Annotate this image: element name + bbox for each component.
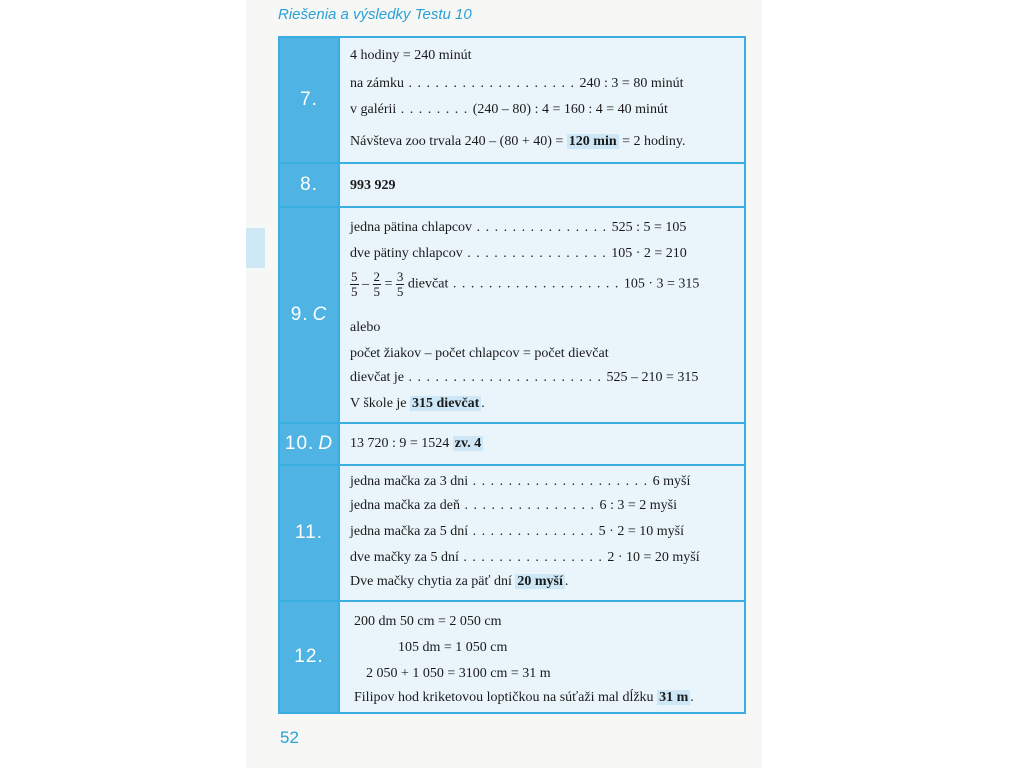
row-8 [280, 162, 744, 206]
text-line: v galérii . . . . . . . . (240 – 80) : 4 = 160 : 4 = 40 minút [350, 102, 668, 117]
side-tab-marker [246, 228, 265, 268]
text-line: jedna pätina chlapcov . . . . . . . . . . . . . . . 525 : 5 = 105 [350, 220, 687, 235]
text-line: jedna mačka za 5 dní . . . . . . . . . . . . . . 5 · 2 = 10 myší [350, 524, 684, 539]
row-content [338, 466, 744, 600]
fraction: $\frac{5}{5}$ [351, 269, 358, 299]
row-content [338, 164, 744, 206]
text-line: Filipov hod kriketovou loptičkou na súťaži mal dĺžku 31 m . [354, 690, 694, 705]
text-line: 2 050 + 1 050 = 3100 cm = 31 m [366, 666, 551, 681]
row-number: 12. [280, 602, 338, 712]
text-line: 105 dm = 1 050 cm [398, 640, 508, 655]
row-11 [280, 464, 744, 600]
row-12 [280, 600, 744, 712]
text-line: dve mačky za 5 dní . . . . . . . . . . . . . . . . 2 · 10 = 20 myší [350, 550, 700, 565]
row-content [338, 38, 744, 162]
text-line: Návšteva zoo trvala 240 – (80 + 40) = 120 min = 2 hodiny. [350, 134, 686, 149]
row-number: 9. C [280, 208, 338, 422]
text-line: 13 720 : 9 = 1524 zv. 4 [350, 436, 482, 451]
row-7 [280, 38, 744, 162]
result-highlight: zv. 4 [454, 436, 482, 451]
text-line: 4 hodiny = 240 minút [350, 48, 472, 63]
text-line: jedna mačka za deň . . . . . . . . . . . . . . . 6 : 3 = 2 myši [350, 498, 678, 513]
fraction: $\frac{2}{5}$ [373, 269, 380, 299]
text-line: 200 dm 50 cm = 2 050 cm [354, 614, 502, 629]
row-content [338, 602, 744, 712]
row-9 [280, 206, 744, 422]
page-header: Riešenia a výsledky Testu 10 [278, 6, 472, 23]
solutions-table [278, 36, 746, 714]
row-10 [280, 422, 744, 464]
row-number: 8. [280, 164, 338, 206]
text-line: počet žiakov – počet chlapcov = počet dievčat [350, 346, 609, 361]
text-line: dievčat je . . . . . . . . . . . . . . . . . . . . . . 525 – 210 = 315 [350, 370, 699, 385]
page-number: 52 [280, 728, 299, 747]
text-line: Dve mačky chytia za päť dní 20 myší . [350, 574, 569, 589]
text-line: jedna mačka za 3 dni . . . . . . . . . . . . . . . . . . . . 6 myší [350, 474, 691, 489]
result-highlight: 31 m [659, 690, 689, 705]
text-line: alebo [350, 320, 381, 335]
fraction: $\frac{3}{5}$ [396, 269, 404, 299]
result-highlight: 315 dievčat [412, 396, 480, 411]
row-content [338, 208, 744, 422]
row-content [338, 424, 744, 464]
fraction-line: $\frac{5}{5}$ – $\frac{2}{5}$ = $\frac{3}{5}$ dievčat . . . . . . . . . . . . . . . . . . . 105 · 3 = 315 [351, 269, 700, 299]
result-highlight: 120 min [568, 134, 617, 149]
text-line: dve pätiny chlapcov . . . . . . . . . . . . . . . . 105 · 2 = 210 [350, 246, 687, 261]
text-line: na zámku . . . . . . . . . . . . . . . . . . . 240 : 3 = 80 minút [350, 76, 684, 91]
row-number: 7. [280, 38, 338, 162]
row-number: 10. D [280, 424, 338, 464]
row-number: 11. [280, 466, 338, 600]
result-highlight: 20 myší [517, 574, 563, 589]
text-line: 993 929 [350, 178, 396, 193]
text-line: V škole je 315 dievčat . [350, 396, 485, 411]
